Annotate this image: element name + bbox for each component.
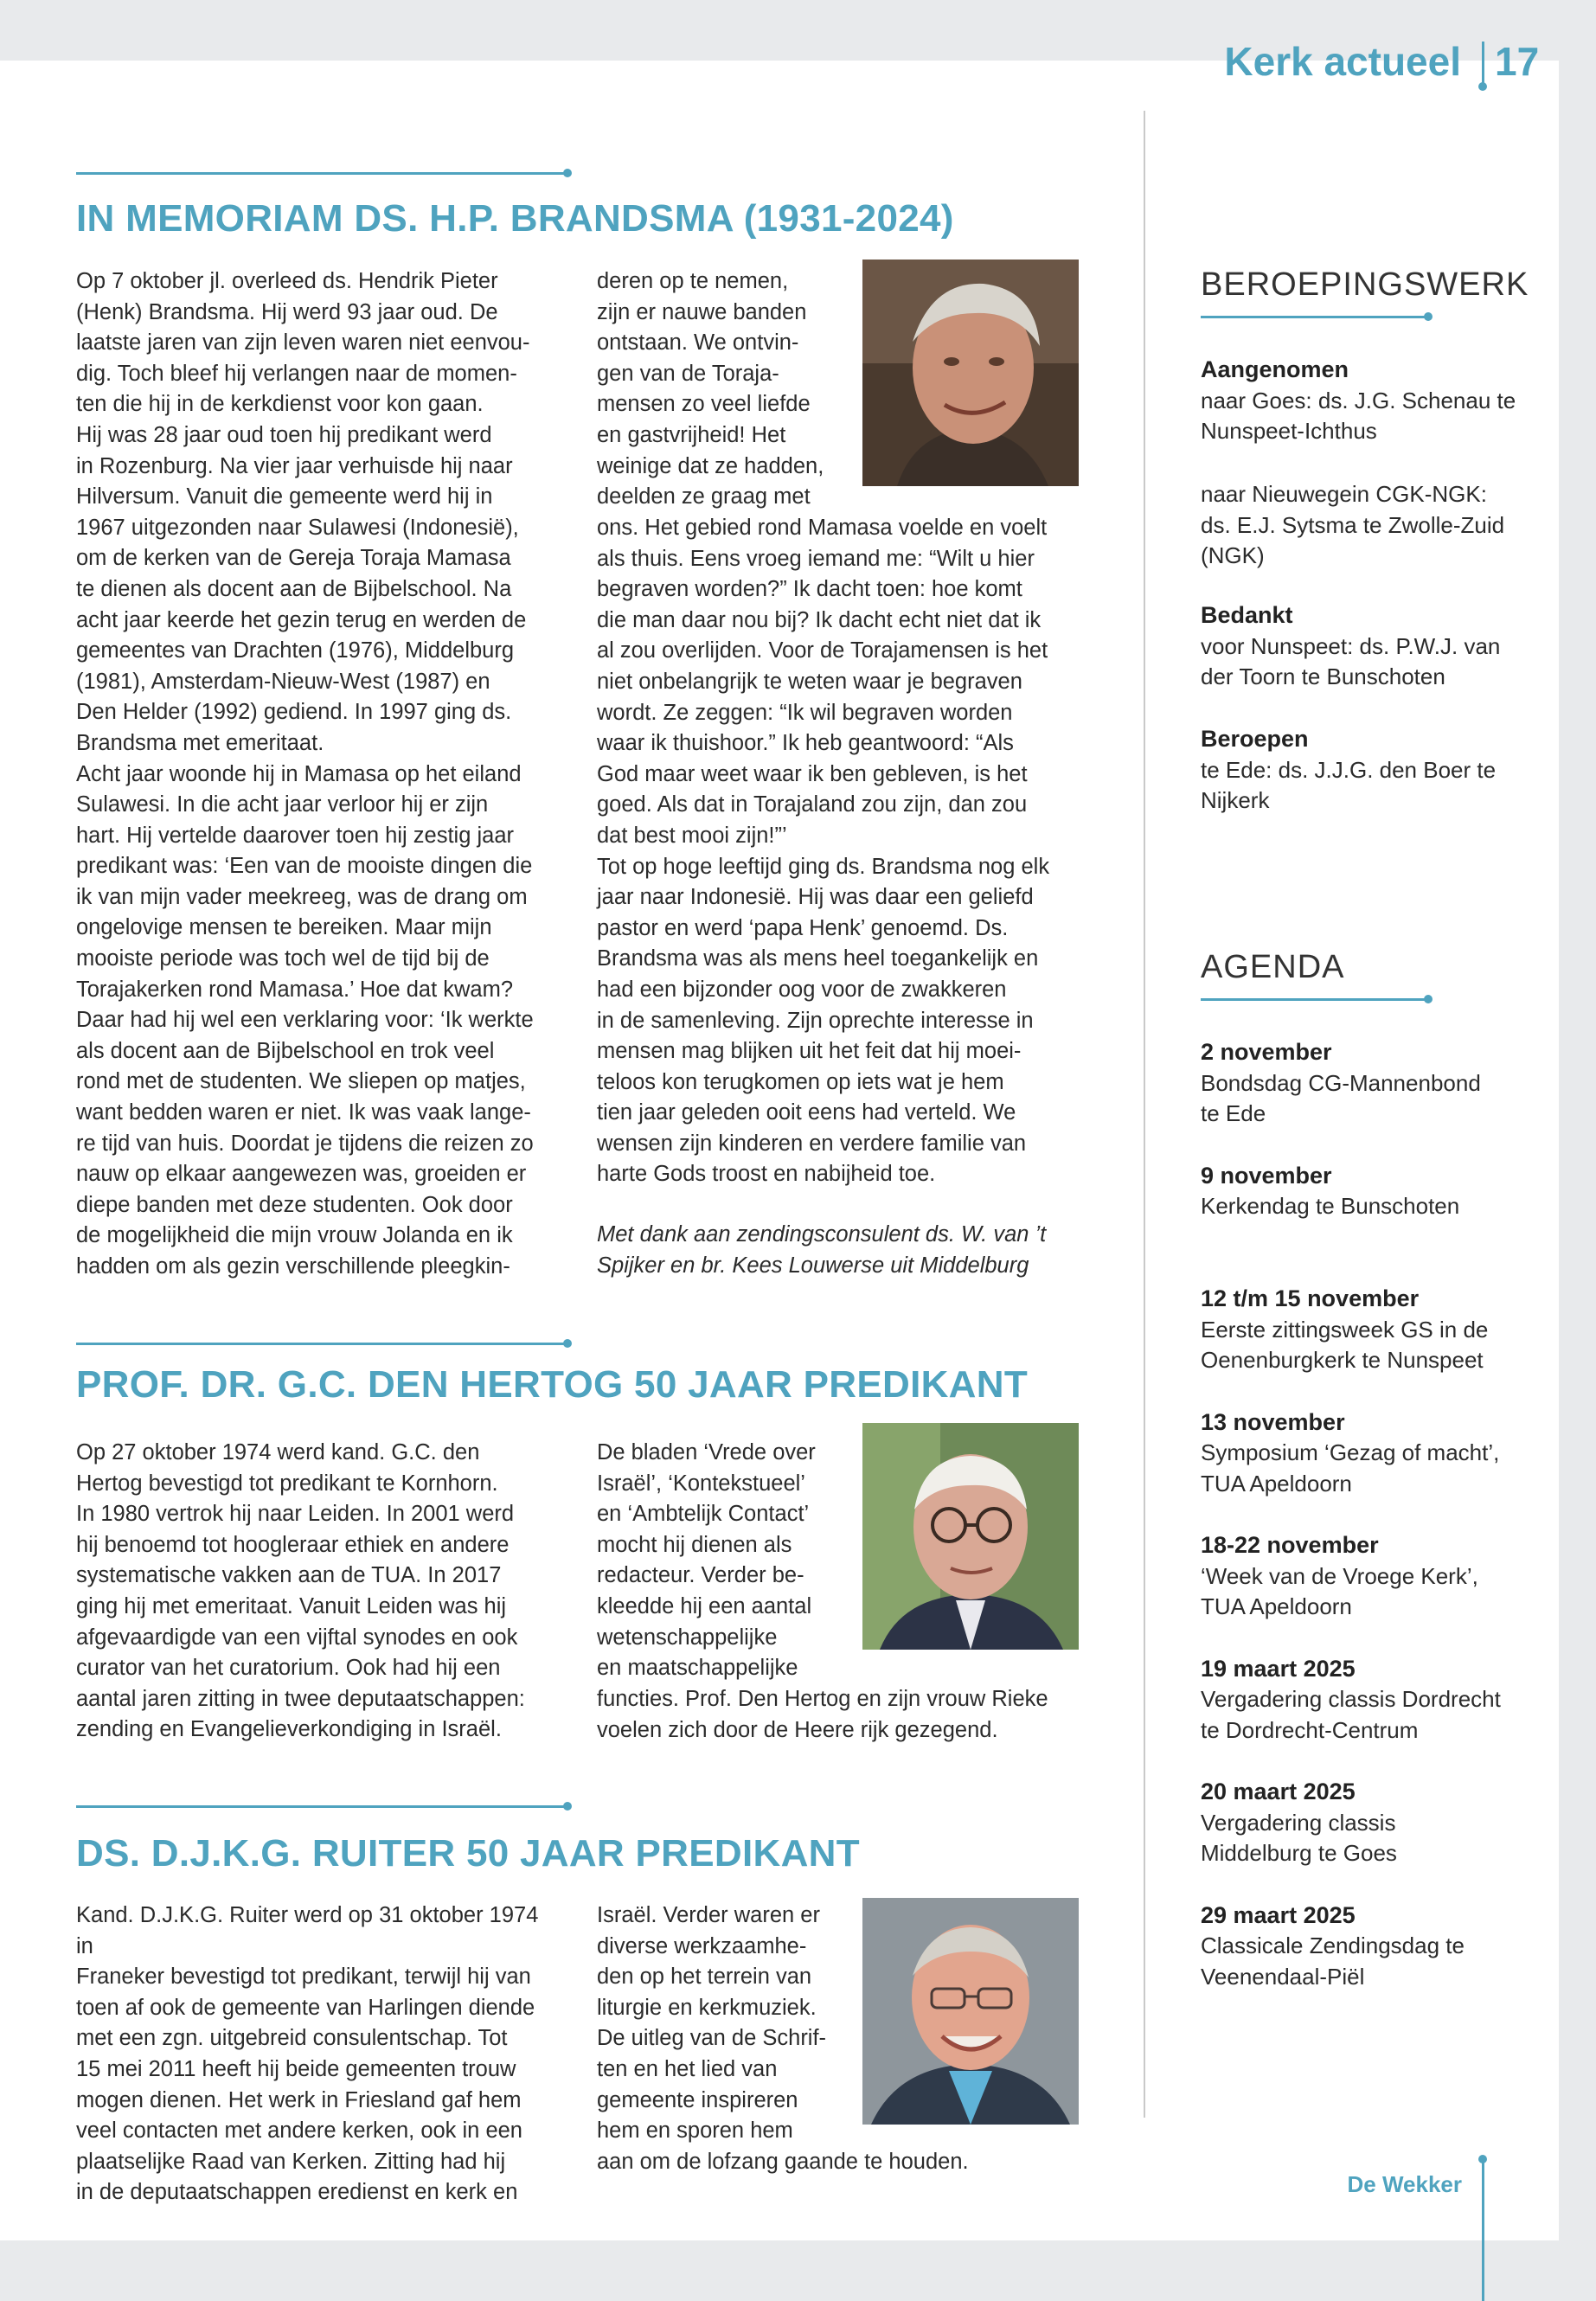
beroepingswerk-text: der Toorn te Bunschoten xyxy=(1201,663,1445,690)
agenda-date: 2 november xyxy=(1201,1039,1332,1065)
section-title: Kerk actueel xyxy=(1224,39,1461,84)
text-line: aantal jaren zitting in twee deputaatschappen: xyxy=(76,1686,525,1711)
title-rule xyxy=(76,1805,565,1808)
text-line: jaar naar Indonesië. Hij was daar een geliefd xyxy=(597,885,1034,910)
text-line: waar ik thuishoor.” Ik heb geantwoord: “Als xyxy=(597,731,1014,756)
text-line: God maar weet waar ik ben gebleven, is het xyxy=(597,761,1028,786)
text-line: re tijd van huis. Doordat je tijdens die reizen zo xyxy=(76,1131,534,1156)
portrait-photo-den-hertog xyxy=(862,1423,1079,1650)
text-line: harte Gods troost en nabijheid toe. xyxy=(597,1162,936,1187)
text-line: mensen zo veel liefde xyxy=(597,392,811,417)
text-line: (Henk) Brandsma. Hij werd 93 jaar oud. De xyxy=(76,299,498,324)
text-line: acht jaar keerde het gezin terug en werden de xyxy=(76,607,527,632)
text-line: deren op te nemen, xyxy=(597,269,789,293)
agenda-item xyxy=(1201,1407,1529,1500)
text-line: mogen dienen. Het werk in Friesland gaf hem xyxy=(76,2087,522,2112)
article-title-den-hertog: PROF. DR. G.C. DEN HERTOG 50 JAAR PREDIKANT xyxy=(76,1363,1029,1406)
text-line: Israël’, ‘Kontekstueel’ xyxy=(597,1471,805,1496)
text-line: in de deputaatschappen eredienst en kerk en xyxy=(76,2180,518,2205)
text-line: Hij was 28 jaar oud toen hij predikant werd xyxy=(76,422,492,447)
text-line: Op 7 oktober jl. overleed ds. Hendrik Pieter xyxy=(76,269,498,293)
text-line: Torajakerken rond Mamasa.’ Hoe dat kwam? xyxy=(76,977,514,1002)
text-line: want bedden waren er niet. Ik was vaak lange- xyxy=(76,1100,531,1125)
text-line: ons. Het gebied rond Mamasa voelde en voelt xyxy=(597,516,1048,540)
beroepingswerk-text: ds. E.J. Sytsma te Zwolle-Zuid xyxy=(1201,511,1505,538)
text-line: (1981), Amsterdam-Nieuw-West (1987) en xyxy=(76,669,490,694)
text-line: gemeentes van Drachten (1976), Middelburg xyxy=(76,638,515,663)
article-column-beside-photo xyxy=(597,1900,856,2147)
text-line: redacteur. Verder be- xyxy=(597,1563,804,1588)
text-line: curator van het curatorium. Ook had hij een xyxy=(76,1656,501,1681)
text-line: 1967 uitgezonden naar Sulawesi (Indonesië), xyxy=(76,515,519,540)
agenda-text: te Dordrecht-Centrum xyxy=(1201,1716,1419,1743)
text-line: de mogelijkheid die mijn vrouw Jolanda en ik xyxy=(76,1223,513,1248)
agenda-date: 20 maart 2025 xyxy=(1201,1779,1356,1804)
beroepingswerk-label: Bedankt xyxy=(1201,602,1293,628)
sidebar-heading-agenda: AGENDA xyxy=(1201,949,1345,985)
text-line: deelden ze graag met xyxy=(597,484,811,510)
text-line: Franeker bevestigd tot predikant, terwijl hij van xyxy=(76,1965,531,1990)
text-line: ik van mijn vader meekreeg, was de drang om xyxy=(76,884,528,909)
agenda-text: TUA Apeldoorn xyxy=(1201,1593,1352,1620)
text-line: niet onbelangrijk te weten waar je begraven xyxy=(597,669,1022,694)
text-line: Met dank aan zendingsconsulent ds. W. van ’t xyxy=(597,1222,1047,1247)
magazine-name: De Wekker xyxy=(1347,2171,1462,2197)
beroepingswerk-label: Aangenomen xyxy=(1201,356,1349,382)
text-line: diepe banden met deze studenten. Ook door xyxy=(76,1192,513,1217)
agenda-text: Oenenburgkerk te Nunspeet xyxy=(1201,1347,1484,1374)
text-line: Spijker en br. Kees Louwerse uit Middelburg xyxy=(597,1253,1029,1278)
agenda-item xyxy=(1201,1900,1529,1993)
portrait-photo-ruiter xyxy=(862,1898,1079,2125)
beroepingswerk-item xyxy=(1201,600,1529,693)
text-line: predikant was: ‘Een van de mooiste dingen die xyxy=(76,854,533,879)
text-line: als thuis. Eens vroeg iemand me: “Wilt u hier xyxy=(597,546,1035,571)
text-line: pastor en werd ‘papa Henk’ genoemd. Ds. xyxy=(597,915,1009,940)
text-line: Hilversum. Vanuit die gemeente werd hij in xyxy=(76,484,493,510)
bullet-dot-icon xyxy=(563,169,572,177)
title-rule xyxy=(76,1343,565,1345)
text-line: kleedde hij een aantal xyxy=(597,1593,812,1618)
article-column xyxy=(76,1900,561,2208)
text-line: zending en Evangelieverkondiging in Israël. xyxy=(76,1717,502,1742)
text-line: ongelovige mensen te bereiken. Maar mijn xyxy=(76,915,492,940)
beroepingswerk-item xyxy=(1201,355,1529,447)
beroepingswerk-label: Beroepen xyxy=(1201,726,1309,752)
agenda-text: Eerste zittingsweek GS in de xyxy=(1201,1316,1489,1343)
text-line: gen van de Toraja- xyxy=(597,361,779,386)
agenda-date: 12 t/m 15 november xyxy=(1201,1285,1420,1311)
bullet-dot-icon xyxy=(1424,995,1433,1003)
text-line: die man daar nou bij? Ik dacht echt niet dat ik xyxy=(597,607,1042,632)
agenda-text: Vergadering classis xyxy=(1201,1809,1396,1836)
agenda-text: ‘Week van de Vroege Kerk’, xyxy=(1201,1562,1478,1589)
agenda-text: Middelburg te Goes xyxy=(1201,1840,1397,1867)
text-line: in Rozenburg. Na vier jaar verhuisde hij naar xyxy=(76,453,513,478)
text-line: om de kerken van de Gereja Toraja Mamasa xyxy=(76,546,511,571)
text-line: Op 27 oktober 1974 werd kand. G.C. den xyxy=(76,1440,480,1465)
text-line: hem en sporen hem xyxy=(597,2118,793,2144)
text-line: in de samenleving. Zijn oprechte interesse in xyxy=(597,1008,1034,1033)
text-line: toen af ook de gemeente van Harlingen diende xyxy=(76,1995,535,2020)
text-line: gemeente inspireren xyxy=(597,2087,798,2112)
text-line: en ‘Ambtelijk Contact’ xyxy=(597,1502,810,1527)
text-line: systematische vakken aan de TUA. In 2017 xyxy=(76,1563,502,1588)
text-line: dig. Toch bleef hij verlangen naar de momen- xyxy=(76,361,517,386)
text-line: hadden om als gezin verschillende pleegkin- xyxy=(76,1254,510,1279)
text-line: mooiste periode was toch wel de tijd bij de xyxy=(76,946,490,971)
agenda-item xyxy=(1201,1284,1529,1376)
text-line: als docent aan de Bijbelschool en trok veel xyxy=(76,1038,495,1063)
text-line: en maatschappelijke xyxy=(597,1656,798,1681)
agenda-text: Veenendaal-Piël xyxy=(1201,1963,1365,1990)
beroepingswerk-text: Nunspeet-Ichthus xyxy=(1201,418,1377,445)
footer-rule xyxy=(1482,2159,1484,2301)
article-column xyxy=(597,513,1099,1190)
text-line: hart. Hij vertelde daarover toen hij zestig jaar xyxy=(76,823,515,848)
bullet-dot-icon xyxy=(563,1802,572,1811)
agenda-date: 9 november xyxy=(1201,1162,1332,1189)
agenda-item xyxy=(1201,1530,1529,1623)
agenda-date: 18-22 november xyxy=(1201,1532,1379,1558)
bullet-dot-icon xyxy=(1478,82,1487,91)
text-line: De bladen ‘Vrede over xyxy=(597,1440,816,1465)
text-line: Daar had hij wel een verklaring voor: ‘Ik werkte xyxy=(76,1008,534,1033)
header-separator xyxy=(1482,42,1484,87)
agenda-item xyxy=(1201,1037,1529,1130)
text-line: laatste jaren van zijn leven waren niet eenvou- xyxy=(76,330,530,356)
title-rule xyxy=(76,172,565,175)
bullet-dot-icon xyxy=(1424,312,1433,321)
beroepingswerk-text: voor Nunspeet: ds. P.W.J. van xyxy=(1201,632,1501,659)
article-column-beside-photo xyxy=(597,266,856,513)
text-line: liturgie en kerkmuziek. xyxy=(597,1995,817,2020)
text-line: ging hij met emeritaat. Vanuit Leiden was hij xyxy=(76,1593,507,1618)
beroepingswerk-text: naar Goes: ds. J.G. Schenau te xyxy=(1201,387,1516,413)
text-line: Acht jaar woonde hij in Mamasa op het eiland xyxy=(76,761,522,786)
beroepingswerk-text: (NGK) xyxy=(1201,542,1265,569)
agenda-text: Classicale Zendingsdag te xyxy=(1201,1932,1465,1959)
text-line: In 1980 vertrok hij naar Leiden. In 2001 werd xyxy=(76,1502,515,1527)
text-line: met een zgn. uitgebreid consulentschap. Tot xyxy=(76,2026,508,2051)
text-line: Sulawesi. In die acht jaar verloor hij er zijn xyxy=(76,792,489,817)
article-column xyxy=(597,1684,1099,1746)
text-line: Brandsma was als mens heel toegankelijk en xyxy=(597,946,1039,971)
text-line: begraven worden?” Ik dacht toen: hoe komt xyxy=(597,577,1022,602)
article-title-ruiter: DS. D.J.K.G. RUITER 50 JAAR PREDIKANT xyxy=(76,1832,860,1875)
text-line: weinige dat ze hadden, xyxy=(597,453,824,478)
text-line: al zou overlijden. Voor de Torajamensen is het xyxy=(597,638,1048,663)
text-line: mocht hij dienen als xyxy=(597,1532,792,1557)
portrait-photo-brandsma xyxy=(862,260,1079,486)
agenda-text: TUA Apeldoorn xyxy=(1201,1470,1352,1497)
text-line: zijn er nauwe banden xyxy=(597,299,807,324)
sidebar-rule xyxy=(1201,316,1427,318)
text-line: voelen zich door de Heere rijk gezegend. xyxy=(597,1717,998,1742)
text-line: aan om de lofzang gaande te houden. xyxy=(597,2150,969,2174)
text-line: wensen zijn kinderen en verdere familie van xyxy=(597,1131,1027,1156)
text-line: goed. Als dat in Torajaland zou zijn, dan zou xyxy=(597,792,1028,817)
text-line: had een bijzonder oog voor de zwakkeren xyxy=(597,977,1007,1002)
agenda-text: Bondsdag CG-Mannenbond xyxy=(1201,1069,1481,1096)
text-line: rond met de studenten. We sliepen op matjes, xyxy=(76,1069,526,1094)
text-line: veel contacten met andere kerken, ook in een xyxy=(76,2118,522,2144)
bullet-dot-icon xyxy=(563,1339,572,1348)
text-line: mensen mag blijken uit het feit dat hij moei- xyxy=(597,1039,1022,1064)
text-line: Den Helder (1992) gediend. In 1997 ging ds. xyxy=(76,700,512,725)
agenda-date: 13 november xyxy=(1201,1408,1345,1435)
beroepingswerk-item xyxy=(1201,724,1529,817)
sidebar-rule xyxy=(1201,998,1427,1001)
text-line: afgevaardigde van een vijftal synodes en ook xyxy=(76,1625,518,1650)
page-number: 17 xyxy=(1495,39,1540,84)
text-line: De uitleg van de Schrif- xyxy=(597,2026,827,2051)
text-line: te dienen als docent aan de Bijbelschool. Na xyxy=(76,576,512,601)
text-line: wetenschappelijke xyxy=(597,1625,778,1650)
text-line: ten die hij in de kerkdienst voor kon gaan. xyxy=(76,392,484,417)
agenda-text: te Ede xyxy=(1201,1100,1266,1127)
text-line: functies. Prof. Den Hertog en zijn vrouw Rieke xyxy=(597,1687,1048,1711)
text-line: diverse werkzaamhe- xyxy=(597,1933,807,1958)
text-line: ten en het lied van xyxy=(597,2056,778,2081)
agenda-item xyxy=(1201,1777,1529,1869)
text-line: wordt. Ze zeggen: “Ik wil begraven worden xyxy=(597,700,1013,725)
text-line: tien jaar geleden ooit eens had verteld. We xyxy=(597,1100,1016,1125)
agenda-date: 19 maart 2025 xyxy=(1201,1655,1356,1682)
article-column xyxy=(76,266,561,1283)
text-line: Tot op hoge leeftijd ging ds. Brandsma nog elk xyxy=(597,854,1050,879)
agenda-item xyxy=(1201,1654,1529,1747)
agenda-item xyxy=(1201,1161,1529,1222)
beroepingswerk-text: Nijkerk xyxy=(1201,787,1270,814)
agenda-text: Symposium ‘Gezag of macht’, xyxy=(1201,1439,1500,1466)
text-line: en gastvrijheid! Het xyxy=(597,422,786,447)
text-line: den op het terrein van xyxy=(597,1965,812,1990)
text-line: Hertog bevestigd tot predikant te Kornhorn. xyxy=(76,1471,498,1496)
sidebar-heading-beroepingswerk: BEROEPINGSWERK xyxy=(1201,266,1529,303)
article-credit xyxy=(597,1220,1099,1281)
text-line: teloos kon terugkomen op iets wat je hem xyxy=(597,1069,1004,1094)
beroepingswerk-text: naar Nieuwegein CGK-NGK: xyxy=(1201,481,1487,507)
column-divider xyxy=(1144,111,1145,2118)
text-line: dat best mooi zijn!”’ xyxy=(597,823,787,848)
agenda-text: Kerkendag te Bunschoten xyxy=(1201,1193,1460,1220)
article-column xyxy=(597,2147,1099,2178)
text-line: Kand. D.J.K.G. Ruiter werd op 31 oktober 1974 in xyxy=(76,1903,539,1958)
text-line: ontstaan. We ontvin- xyxy=(597,330,799,356)
text-line: Israël. Verder waren er xyxy=(597,1903,820,1927)
text-line: 15 mei 2011 heeft hij beide gemeenten trouw xyxy=(76,2056,516,2081)
agenda-text: Vergadering classis Dordrecht xyxy=(1201,1686,1501,1713)
text-line: hij benoemd tot hoogleraar ethiek en andere xyxy=(76,1532,510,1557)
text-line: nauw op elkaar aangewezen was, groeiden er xyxy=(76,1162,527,1187)
text-line: Brandsma met emeritaat. xyxy=(76,730,324,755)
article-title-brandsma: IN MEMORIAM DS. H.P. BRANDSMA (1931-2024) xyxy=(76,197,954,240)
agenda-date: 29 maart 2025 xyxy=(1201,1901,1356,1928)
beroepingswerk-text: te Ede: ds. J.J.G. den Boer te xyxy=(1201,756,1497,783)
article-column xyxy=(76,1438,561,1746)
article-column-beside-photo xyxy=(597,1438,856,1684)
text-line: plaatselijke Raad van Kerken. Zitting had hij xyxy=(76,2149,506,2174)
beroepingswerk-item xyxy=(1201,479,1529,572)
